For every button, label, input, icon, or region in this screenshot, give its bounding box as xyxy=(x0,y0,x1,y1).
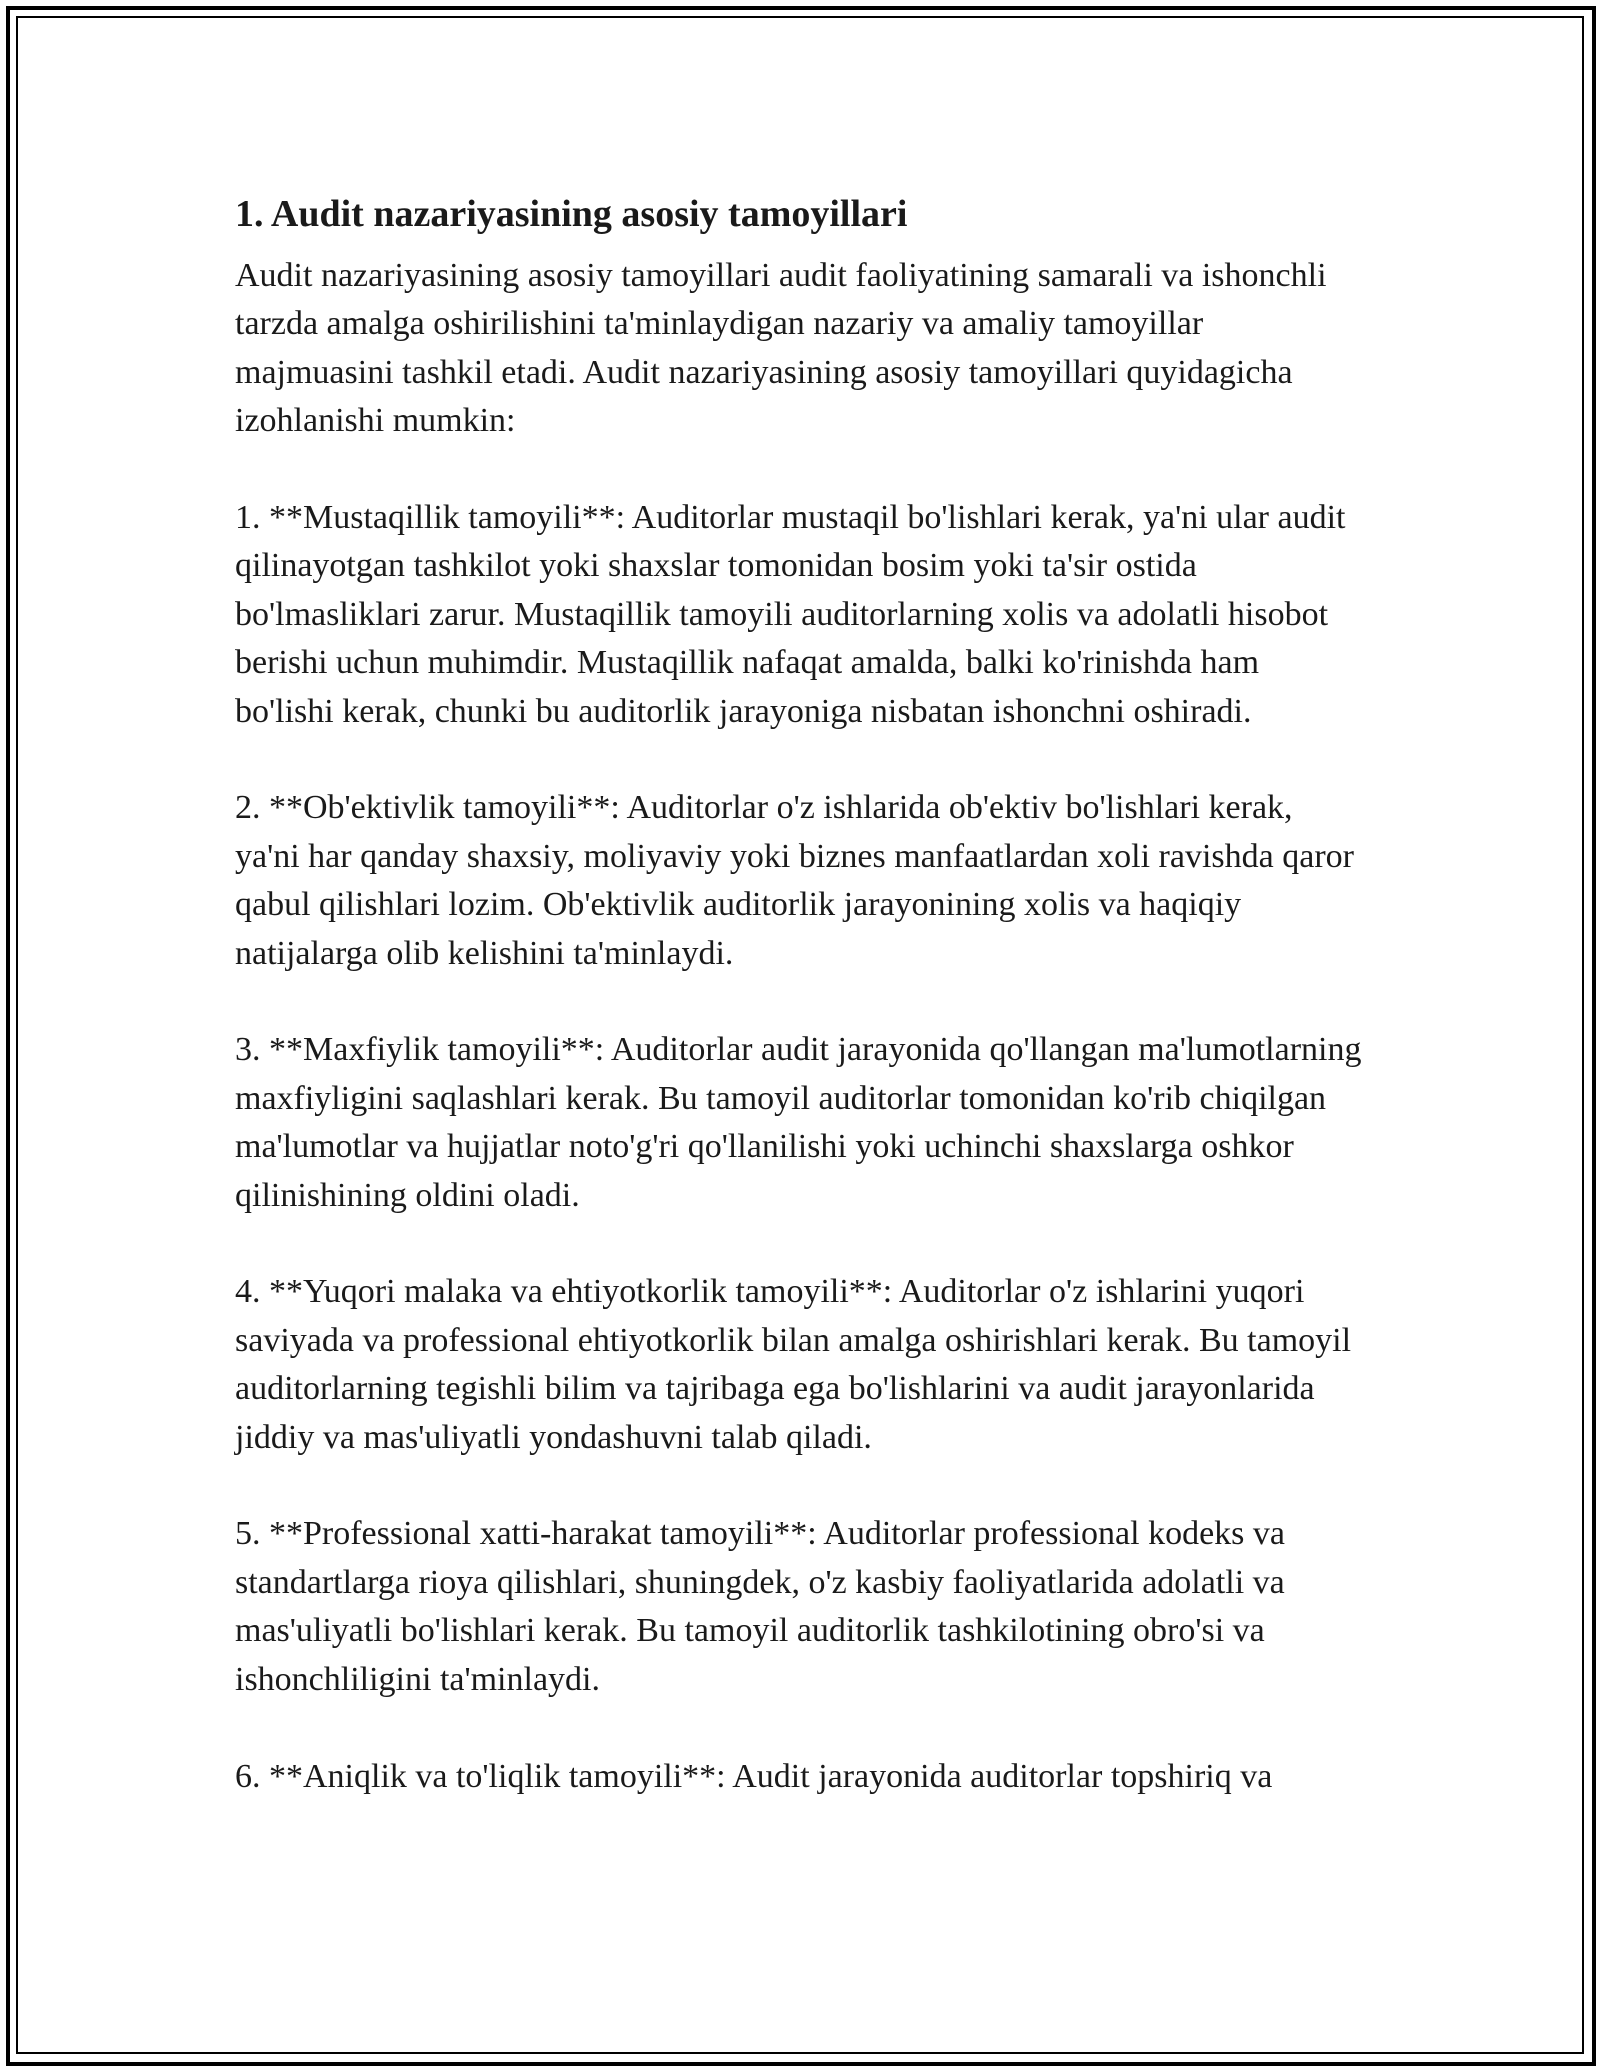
principle-accuracy: 6. **Aniqlik va to'liqlik tamoyili**: Audit jarayonida auditorlar topshiriq va xyxy=(235,1757,1273,1795)
section-heading: 1. Audit nazariyasining asosiy tamoyillari xyxy=(235,193,908,235)
principle-competence: 4. **Yuqori malaka va ehtiyotkorlik tamoyili**: Auditorlar o'z ishlarini yuqori saviyada va professional ehtiyotkorlik bilan amalga oshirishlari kerak. Bu tamoyil auditorlarning tegishli bilim va tajribaga ega bo'lishlarini va audit jarayonlarida jiddiy va mas'uliyatli yondashuvni talab qiladi. xyxy=(235,1273,1352,1456)
principle-professional-behavior: 5. **Professional xatti-harakat tamoyili**: Auditorlar professional kodeks va standartlarga rioya qilishlari, shuningdek, o'z kasbiy faoliyatlarida adolatli va mas'uliyatli bo'lishlari kerak. Bu tamoyil auditorlik tashkilotining obro'si va ishonchliligini ta'minlaydi. xyxy=(235,1515,1285,1698)
principle-objectivity: 2. **Ob'ektivlik tamoyili**: Auditorlar o'z ishlarida ob'ektiv bo'lishlari kerak, ya'ni har qanday shaxsiy, moliyaviy yoki biznes manfaatlardan xoli ravishda qaror qabul qilishlari lozim. Ob'ektivlik auditorlik jarayonining xolis va haqiqiy natijalarga olib kelishini ta'minlaydi. xyxy=(235,789,1354,972)
intro-paragraph: Audit nazariyasining asosiy tamoyillari audit faoliyatining samarali va ishonchli tarzda amalga oshirilishini ta'minlaydigan nazariy va amaliy tamoyillar majmuasini tashkil etadi. Audit nazariyasining asosiy tamoyillari quyidagicha izohlanishi mumkin: xyxy=(235,257,1327,440)
document-body xyxy=(235,186,1365,1849)
principle-confidentiality: 3. **Maxfiylik tamoyili**: Auditorlar audit jarayonida qo'llangan ma'lumotlarning maxfiyligini saqlashlari kerak. Bu tamoyil auditorlar tomonidan ko'rib chiqilgan ma'lumotlar va hujjatlar noto'g'ri qo'llanilishi yoki uchinchi shaxslarga oshkor qilinishining oldini oladi. xyxy=(235,1031,1362,1214)
principle-independence: 1. **Mustaqillik tamoyili**: Auditorlar mustaqil bo'lishlari kerak, ya'ni ular audit qilinayotgan tashkilot yoki shaxslar tomonidan bosim yoki ta'sir ostida bo'lmasliklari zarur. Mustaqillik tamoyili auditorlarning xolis va adolatli hisobot berishi uchun muhimdir. Mustaqillik nafaqat amalda, balki ko'rinishda ham bo'lishi kerak, chunki bu auditorlik jarayoniga nisbatan ishonchni oshiradi. xyxy=(235,499,1346,730)
